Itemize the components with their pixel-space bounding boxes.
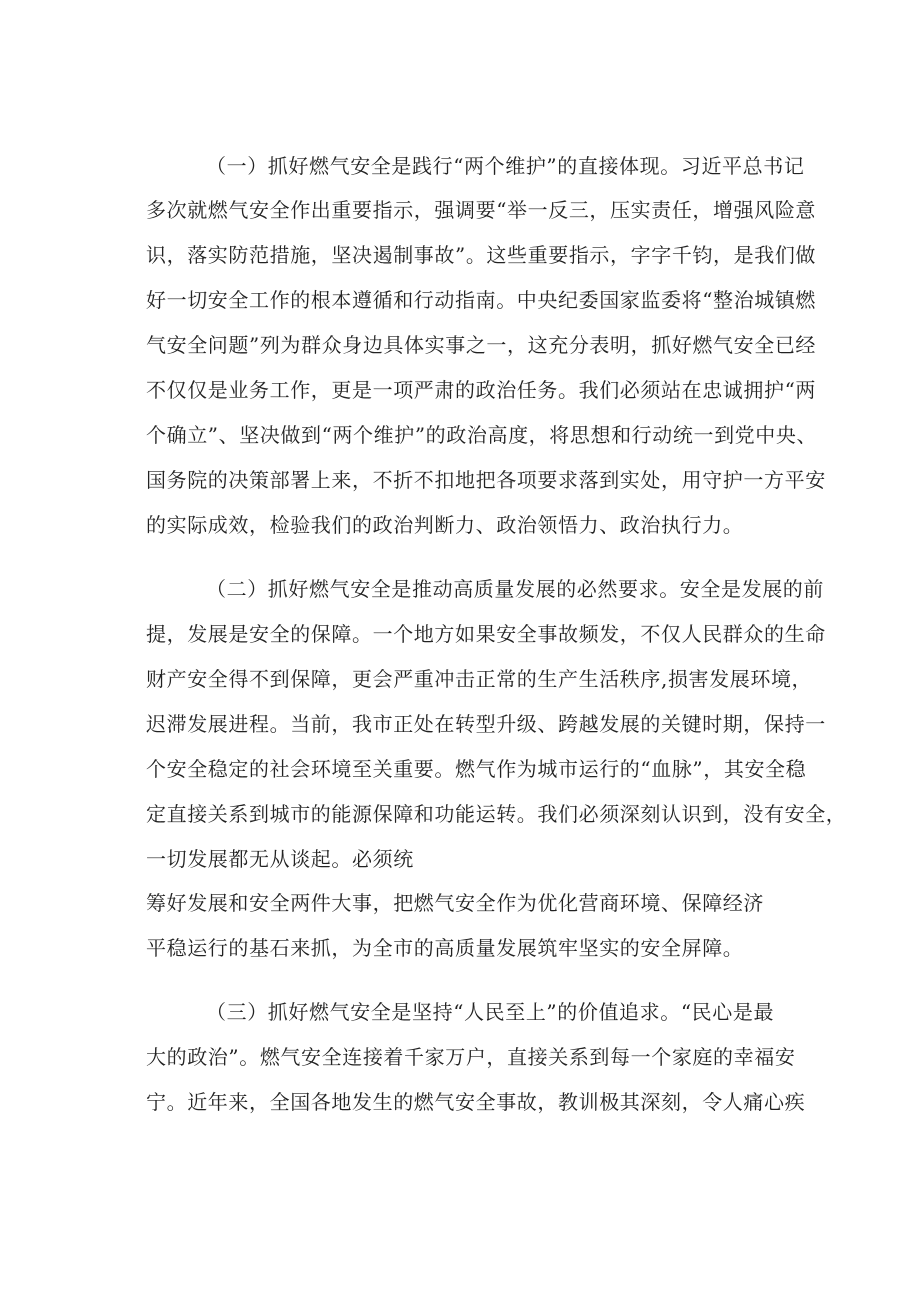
paragraph-2-line: （二）抓好燃气安全是推动高质量发展的必然要求。安全是发展的前 (206, 577, 824, 601)
paragraph-2-line: 筹好发展和安全两件大事，把燃气安全作为优化营商环境、保障经济 (146, 891, 764, 915)
paragraph-2-line: 财产安全得不到保障，更会严重冲击正常的生产生活秩序,损害发展环境， (146, 667, 813, 691)
paragraph-1-line: 不仅仅是业务工作，更是一项严肃的政治任务。我们必须站在忠诚拥护“两 (146, 378, 817, 402)
paragraph-1-line: 个确立”、坚决做到“两个维护”的政治高度，将思想和行动统一到党中央、 (146, 423, 818, 447)
paragraph-3-line: （三）抓好燃气安全是坚持“人民至上”的价值追求。“民心是最 (206, 1000, 775, 1024)
paragraph-1-line: 识，落实防范措施，坚决遏制事故”。这些重要指示，字字千钧，是我们做 (146, 243, 817, 267)
paragraph-2-line: 一切发展都无从谈起。必须统 (146, 847, 414, 871)
paragraph-2-line: 平稳运行的基石来抓，为全市的高质量发展筑牢坚实的安全屏障。 (146, 936, 744, 960)
paragraph-2-line: 迟滞发展进程。当前，我市正处在转型升级、跨越发展的关键时期，保持一 (146, 712, 826, 736)
paragraph-1-line: 的实际成效，检验我们的政治判断力、政治领悟力、政治执行力。 (146, 513, 744, 537)
paragraph-1-line: 气安全问题”列为群众身边具体实事之一，这充分表明，抓好燃气安全已经 (146, 333, 817, 357)
paragraph-3-line: 宁。近年来，全国各地发生的燃气安全事故，教训极其深刻，令人痛心疾 (146, 1090, 806, 1114)
paragraph-3-line: 大的政治”。燃气安全连接着千家万户，直接关系到每一个家庭的幸福安 (146, 1045, 796, 1069)
paragraph-1-line: 多次就燃气安全作出重要指示，强调要“举一反三，压实责任，增强风险意 (146, 198, 817, 222)
paragraph-2-line: 个安全稳定的社会环境至关重要。燃气作为城市运行的“血脉”，其安全稳 (146, 757, 807, 781)
paragraph-2-line: 定直接关系到城市的能源保障和功能运转。我们必须深刻认识到，没有安全， (146, 802, 847, 826)
paragraph-2-line: 提，发展是安全的保障。一个地方如果安全事故频发，不仅人民群众的生命 (146, 622, 826, 646)
paragraph-1-line: 国务院的决策部署上来，不折不扣地把各项要求落到实处，用守护一方平安 (146, 468, 826, 492)
paragraph-1-line: （一）抓好燃气安全是践行“两个维护”的直接体现。习近平总书记 (206, 154, 805, 178)
paragraph-1-line: 好一切安全工作的根本遵循和行动指南。中央纪委国家监委将“整治城镇燃 (146, 288, 817, 312)
